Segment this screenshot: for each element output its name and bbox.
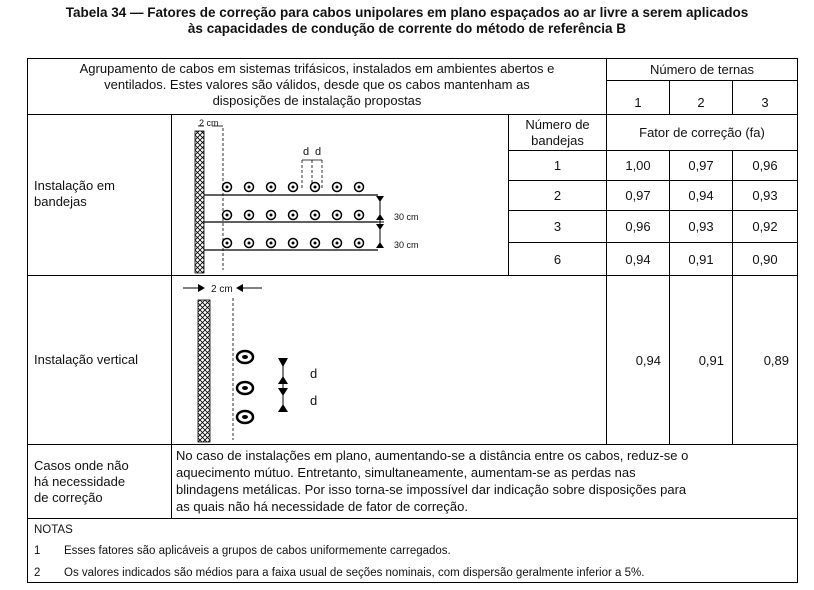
no-correction-label-line1: Casos onde não — [34, 458, 129, 473]
note-text: Os valores indicados são médios para a faixa usual de seções nominais, com dispersão geralmente inferior a 5%. — [64, 567, 645, 579]
table-title-line2: às capacidades de condução de corrente do método de referência B — [187, 21, 627, 36]
vertical-d-label: d — [310, 366, 318, 381]
factor-cell: 0,91 — [688, 252, 714, 267]
no-correction-text-line4: as quais não há necessidade de fator de correção. — [176, 499, 468, 514]
tray-label-line2: bandejas — [34, 194, 87, 209]
grouping-line2: ventilados. Estes valores são válidos, desde que os cabos mantenham as — [104, 77, 530, 92]
vertical-gap-label: 2 cm — [211, 284, 233, 295]
tray-count: 1 — [553, 158, 562, 173]
terna-col-3: 3 — [761, 95, 769, 110]
factor-cell: 0,97 — [625, 188, 651, 203]
table-title-line1: Tabela 34 — Fatores de correção para cabos unipolares em plano espaçados ao ar livre a serem aplicados — [65, 5, 749, 20]
factor-cell: 0,93 — [752, 188, 778, 203]
tray-count: 6 — [553, 252, 562, 267]
factor-cell: 0,92 — [752, 219, 778, 234]
tray-gap-label: 2 cm — [199, 118, 219, 128]
vertical-factor: 0,94 — [635, 353, 661, 368]
factor-cell: 0,97 — [688, 158, 714, 173]
factor-cell: 0,90 — [752, 252, 778, 267]
tray-installation-diagram — [195, 126, 384, 273]
num-trays-line2: bandejas — [531, 133, 584, 148]
grouping-line1: Agrupamento de cabos em sistemas trifásicos, instalados em ambientes abertos e — [79, 61, 555, 76]
grouping-line3: disposições de instalação propostas — [212, 93, 422, 108]
factor-cell: 0,94 — [625, 252, 651, 267]
tray-vertical-spacing-2: 30 cm — [394, 240, 419, 250]
tray-count: 3 — [553, 219, 562, 234]
note-number: 2 — [34, 567, 41, 579]
vertical-d-label-2: d — [310, 393, 318, 408]
no-correction-label-line3: de correção — [34, 490, 103, 505]
tray-vertical-spacing: 30 cm — [394, 212, 419, 222]
num-trays-line1: Número de — [525, 117, 590, 132]
note-number: 1 — [34, 545, 41, 557]
vertical-installation-diagram — [183, 284, 288, 442]
no-correction-label-line2: há necessidade — [34, 474, 126, 489]
factor-cell: 0,96 — [752, 158, 778, 173]
tray-count: 2 — [553, 188, 562, 203]
num-ternas-header: Número de ternas — [649, 62, 755, 77]
notes-heading: NOTAS — [34, 524, 73, 536]
terna-col-1: 1 — [634, 95, 642, 110]
factor-header: Fator de correção (fa) — [639, 125, 765, 140]
terna-col-2: 2 — [697, 95, 705, 110]
tray-spacing-label-2: d — [315, 146, 322, 158]
no-correction-text-line3: blindagens metálicas. Por isso torna-se impossível dar indicação sobre disposições para — [176, 482, 687, 497]
vertical-factor: 0,89 — [763, 353, 789, 368]
factor-cell: 0,96 — [625, 219, 651, 234]
vertical-label: Instalação vertical — [34, 352, 139, 367]
no-correction-text-line2: aquecimento mútuo. Entretanto, simultaneamente, aumentam-se as perdas nas — [176, 465, 636, 480]
factor-cell: 0,93 — [688, 219, 714, 234]
no-correction-text-line1: No caso de instalações em plano, aumentando-se a distância entre os cabos, reduz-se o — [176, 448, 689, 463]
factor-cell: 1,00 — [625, 158, 651, 173]
factor-cell: 0,94 — [688, 188, 714, 203]
tray-spacing-label: d — [303, 146, 310, 158]
vertical-factor: 0,91 — [698, 353, 724, 368]
note-text: Esses fatores são aplicáveis a grupos de cabos uniformemente carregados. — [64, 545, 451, 557]
tray-label-line1: Instalação em — [34, 178, 115, 193]
